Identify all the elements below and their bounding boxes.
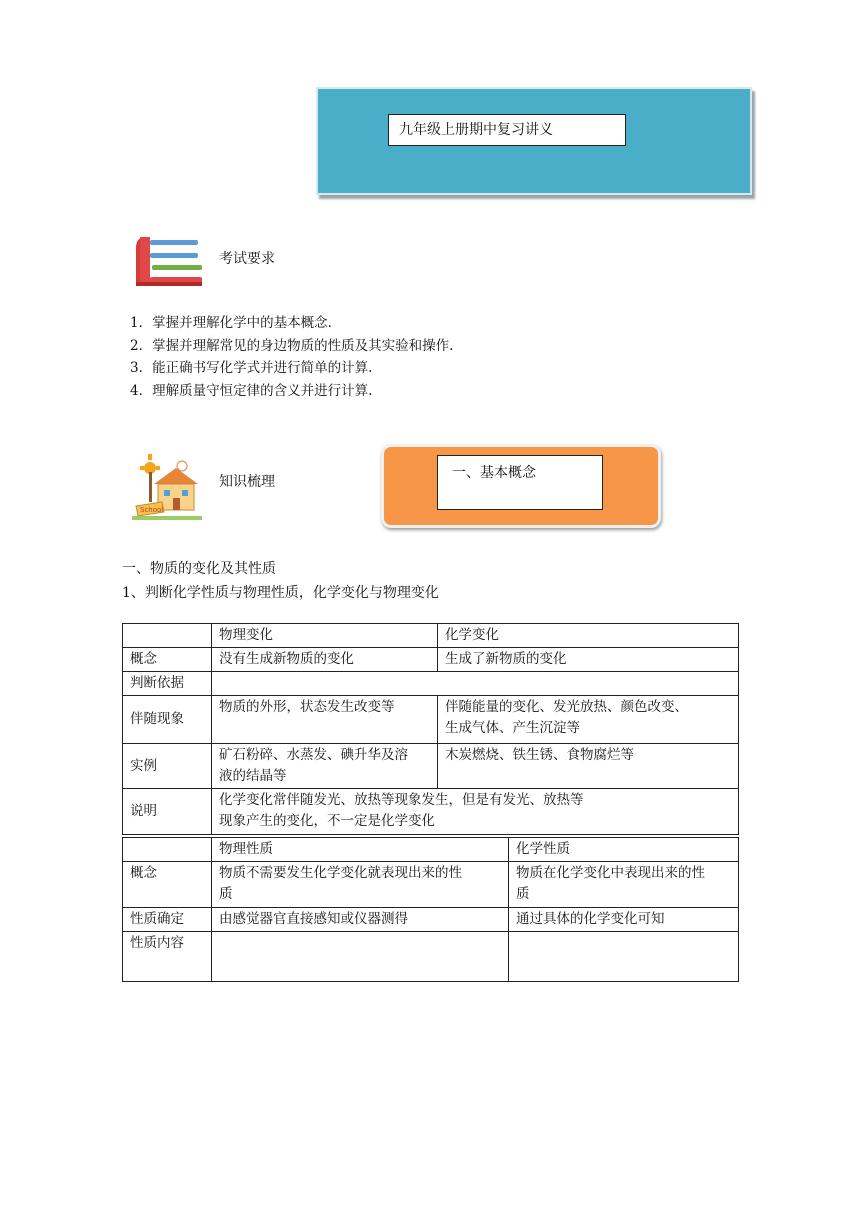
school-house-icon (132, 454, 206, 522)
table-cell: 没有生成新物质的变化 (212, 648, 438, 672)
cell-line: 矿石粉碎、水蒸发、碘升华及溶 (219, 747, 408, 763)
table-row (123, 789, 739, 835)
row-label: 判断依据 (123, 672, 212, 696)
table-row (123, 696, 739, 744)
row-label: 概念 (123, 648, 212, 672)
table-header: 化学性质 (509, 838, 739, 862)
table-cell (212, 932, 509, 982)
table-cell (212, 862, 509, 908)
cell-line: 生成气体、产生沉淀等 (445, 720, 580, 736)
table-row (123, 838, 739, 862)
row-label: 概念 (123, 862, 212, 908)
table-cell: 物质的外形，状态发生改变等 (212, 696, 438, 744)
section-title: 一、物质的变化及其性质 (122, 561, 276, 577)
table-cell (509, 932, 739, 982)
table-cell: 木炭燃烧、铁生锈、食物腐烂等 (438, 744, 739, 789)
cell-line: 质 (516, 886, 530, 902)
list-item: 1．掌握并理解化学中的基本概念. (130, 315, 332, 331)
table-header: 化学变化 (438, 624, 739, 648)
table-cell (212, 744, 438, 789)
list-item: 4．理解质量守恒定律的含义并进行计算. (130, 382, 373, 399)
row-label: 实例 (123, 744, 212, 789)
table-row (123, 648, 739, 672)
table-cell (212, 789, 739, 835)
cell-line: 物质不需要发生化学变化就表现出来的性 (219, 865, 462, 881)
table-row (123, 744, 739, 789)
table-header: 物理性质 (212, 838, 509, 862)
subsection-title: 1、判断化学性质与物理性质，化学变化与物理变化 (122, 585, 439, 601)
table-header: 物理变化 (212, 624, 438, 648)
table-cell (438, 696, 739, 744)
table-row (123, 908, 739, 932)
svg-text:School: School (140, 506, 164, 514)
table-row (123, 672, 739, 696)
table-cell (212, 672, 739, 696)
row-label: 性质内容 (123, 932, 212, 982)
row-label: 说明 (123, 789, 212, 835)
knowledge-heading: 知识梳理 (219, 474, 275, 490)
table-row (123, 862, 739, 908)
row-label: 伴随现象 (123, 696, 212, 744)
table-cell (123, 838, 212, 862)
page-title: 九年级上册期中复习讲义 (388, 114, 626, 146)
properties-table (122, 837, 739, 982)
table-row (123, 932, 739, 982)
row-label: 性质确定 (123, 908, 212, 932)
cell-line: 化学变化常伴随发光、放热等现象发生，但是有发光、放热等 (219, 792, 584, 808)
requirements-list (130, 312, 453, 402)
table-cell (123, 624, 212, 648)
table-row (123, 624, 739, 648)
list-item: 3．能正确书写化学式并进行简单的计算. (130, 360, 373, 376)
exam-requirements-heading: 考试要求 (219, 251, 275, 267)
table-cell: 通过具体的化学变化可知 (509, 908, 739, 932)
cell-line: 物质在化学变化中表现出来的性 (516, 865, 705, 881)
cell-line: 现象产生的变化，不一定是化学变化 (219, 813, 435, 829)
table-cell: 生成了新物质的变化 (438, 648, 739, 672)
changes-table (122, 623, 739, 835)
books-icon (130, 234, 208, 288)
cell-line: 伴随能量的变化、发光放热、颜色改变、 (445, 699, 688, 715)
list-item: 2．掌握并理解常见的身边物质的性质及其实验和操作. (130, 337, 454, 354)
cell-line: 质 (219, 886, 233, 902)
section-box-title: 一、基本概念 (437, 455, 603, 510)
table-cell (509, 862, 739, 908)
cell-line: 液的结晶等 (219, 768, 287, 784)
table-cell: 由感觉器官直接感知或仪器测得 (212, 908, 509, 932)
